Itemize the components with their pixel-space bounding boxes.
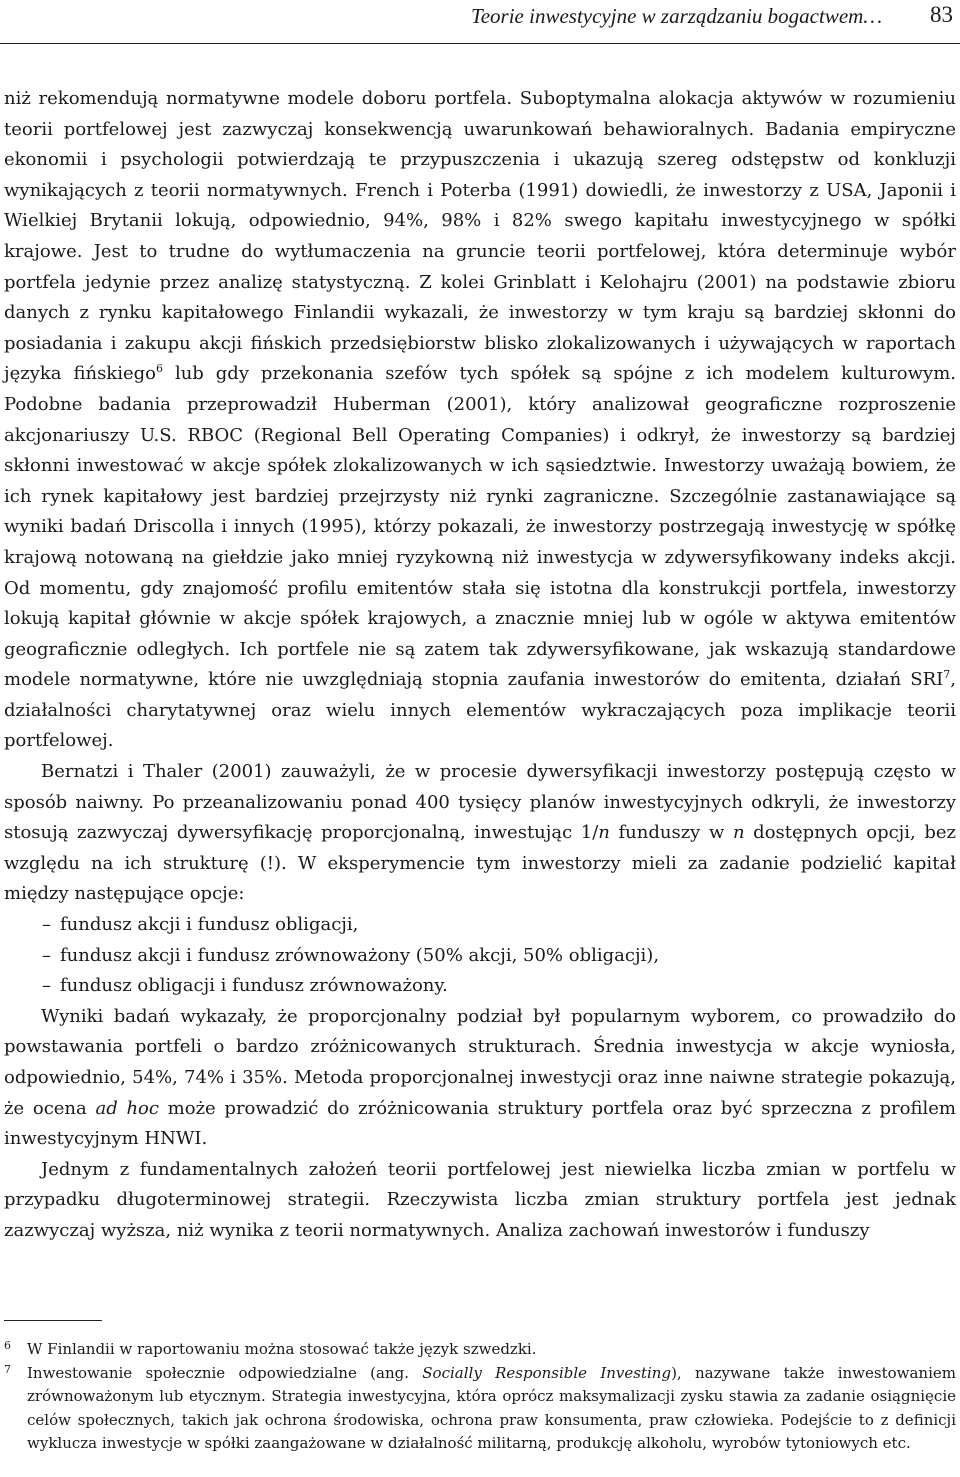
footnote-ref-7[interactable]: 7 bbox=[943, 668, 951, 682]
running-title: Teorie inwestycyjne w zarządzaniu bogactwem… bbox=[470, 4, 882, 28]
paragraph-4: Jednym z fundamentalnych założeń teorii portfelowej jest niewielka liczba zmian w portfelu w przypadku długoterminowej strategii. Rzeczywista liczba zmian struktury portfela jest jednak zazwyczaj wyższa, niż wynika z teorii normatywnych. Analiza zachowań inwestorów i funduszy bbox=[4, 1158, 956, 1241]
paragraph-3 bbox=[4, 1002, 956, 1155]
paragraph-3-text-a: Wyniki badań wykazały, że proporcjonalny podział był popularnym wyborem, co prowadziło do powstawania portfeli o bardzo zróżnicowanych strukturach. Średnia inwestycja w akcje wyniosła, odpowiednio, 54%, 74% i 35%. Metoda proporcjonalnej inwestycji oraz inne naiwne strategie pokazują, że ocena bbox=[4, 1005, 956, 1119]
paragraph-3-text-b: może prowadzić do zróżnicowania struktury portfela oraz być sprzeczna z profilem inwestycyjnym HNWI. bbox=[4, 1097, 956, 1150]
footnote-italic-term: Socially Responsible Investing bbox=[422, 1363, 672, 1382]
paragraph-2-text-c: dostępnych opcji, bez względu na ich strukturę (!). W eksperymencie tym inwestorzy mieli za zadanie podzielić kapitał między następujące opcje: bbox=[4, 822, 956, 905]
footnote-text: W Finlandii w raportowaniu można stosować także język szwedzki. bbox=[27, 1340, 537, 1358]
footnote-7 bbox=[4, 1362, 956, 1456]
list-item-text: fundusz akcji i fundusz zrównoważony (50% akcji, 50% obligacji), bbox=[60, 944, 660, 966]
footnotes bbox=[4, 1338, 956, 1456]
list-item-text: fundusz akcji i fundusz obligacji, bbox=[60, 914, 359, 936]
list-item bbox=[4, 910, 956, 941]
paragraph-1 bbox=[4, 84, 956, 757]
list-item bbox=[4, 971, 956, 1002]
dash-bullet: – bbox=[42, 944, 51, 966]
ad-hoc-italic: ad hoc bbox=[95, 1097, 159, 1119]
list-item-text: fundusz obligacji i fundusz zrównoważony. bbox=[60, 975, 448, 997]
options-list bbox=[4, 910, 956, 1002]
dash-bullet: – bbox=[42, 914, 51, 936]
header-divider bbox=[0, 43, 960, 44]
footnote-6 bbox=[4, 1338, 956, 1362]
paragraph-1-text-c: , działalności charytatywnej oraz wielu innych elementów wykraczających poza implikacje teorii portfelowej. bbox=[4, 669, 956, 752]
footnote-number: 6 bbox=[4, 1339, 11, 1352]
running-header bbox=[0, 0, 960, 50]
paragraph-1-text-a: niż rekomendują normatywne modele doboru portfela. Suboptymalna alokacja aktywów w rozumieniu teorii portfelowej jest zazwyczaj konsekwencją uwarunkowań behawioralnych. Badania empiryczne ekonomii i psychologii potwierdzają te przypuszczenia i ukazują szereg odstępstw od konkluzji wynikających z teorii normatywnych. French i Poterba (1991) dowiedli, że inwestorzy z USA, Japonii i Wielkiej Brytanii lokują, odpowiednio, 94%, 98% i 82% swego kapitału inwestycyjnego w spółki krajowe. Jest to trudne do wytłumaczenia na gruncie teorii portfelowej, która determinuje wybór portfela jedynie przez analizę statystyczną. Z kolei Grinblatt i Kelohajru (2001) na podstawie zbioru danych z rynku kapitałowego Finlandii wykazali, że inwestorzy w tym kraju są bardziej skłonni do posiadania i zakupu akcji fińskich przedsiębiorstw blisko zlokalizowanych i używających w raportach języka fińskiego bbox=[4, 88, 956, 385]
paragraph-2-text-b: funduszy w bbox=[609, 822, 733, 844]
page-number: 83 bbox=[930, 2, 953, 27]
dash-bullet: – bbox=[42, 975, 51, 997]
footnote-text-a: Inwestowanie społecznie odpowiedzialne (ang. bbox=[27, 1363, 423, 1382]
paragraph-2-text-a: Bernatzi i Thaler (2001) zauważyli, że w procesie dywersyfikacji inwestorzy postępują często w sposób naiwny. Po przeanalizowaniu ponad 400 tysięcy planów inwestycyjnych odkryli, że inwestorzy stosują zazwyczaj dywersyfikację proporcjonalną, inwestując 1/ bbox=[4, 761, 956, 844]
footnote-ref-6[interactable]: 6 bbox=[156, 362, 163, 376]
footnote-text-b: ), nazywane także inwestowaniem zrównoważonym lub etycznym. Strategia inwestycyjna, która oprócz maksymalizacji zysku stawia za zadanie osiągnięcie celów społecznych, takich jak ochrona środowiska, ochrona praw konsumenta, praw człowieka. Podejście to z definicji wyklucza inwestycje w spółki zaangażowane w działalność militarną, produkcję alkoholu, wyrobów tytoniowych etc. bbox=[27, 1363, 956, 1452]
paragraph-1-text-b: lub gdy przekonania szefów tych spółek są spójne z ich modelem kulturowym. Podobne badania przeprowadził Huberman (2001), który analizował geograficzne rozproszenie akcjonariuszy U.S. RBOC (Regional Bell Operating Companies) i odkrył, że inwestorzy są bardziej skłonni inwestować w akcje spółek zlokalizowanych w ich sąsiedztwie. Inwestorzy uważają bowiem, że ich rynek kapitałowy jest bardziej przejrzysty niż rynki zagraniczne. Szczególnie zastanawiające są wyniki badań Driscolla i innych (1995), którzy pokazali, że inwestorzy postrzegają inwestycję w spółkę krajową notowaną na giełdzie jako mniej ryzykowną niż inwestycja w zdywersyfikowany indeks akcji. Od momentu, gdy znajomość profilu emitentów stała się istotna dla konstrukcji portfela, inwestorzy lokują kapitał głównie w akcje spółek krajowych, a znacznie mniej lub w ogóle w aktywa emitentów geograficznie odległych. Ich portfele nie są zatem tak zdywersyfikowane, jak wskazują standardowe modele normatywne, które nie uwzględniają stopnia zaufania inwestorów do emitenta, działań SRI bbox=[4, 363, 957, 691]
footnote-number: 7 bbox=[4, 1362, 11, 1376]
footnote-divider bbox=[4, 1320, 102, 1321]
main-text bbox=[4, 84, 956, 1247]
paragraph-2 bbox=[4, 757, 956, 910]
variable-n: n bbox=[732, 822, 745, 844]
variable-n: n bbox=[598, 822, 610, 844]
list-item bbox=[4, 941, 956, 972]
